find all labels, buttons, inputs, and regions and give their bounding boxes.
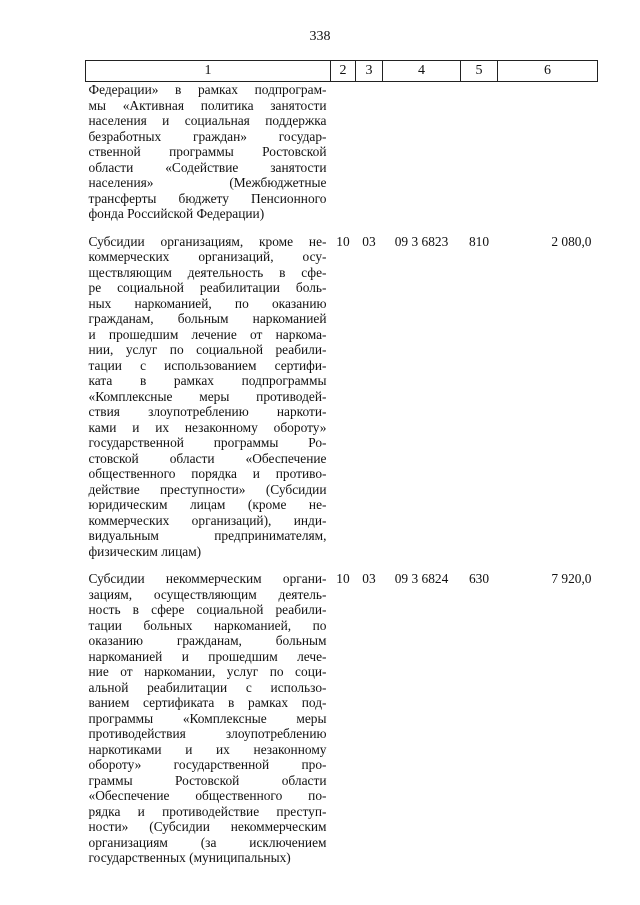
description-line: трансферты бюджету Пенсионного xyxy=(88,190,327,206)
row-description xyxy=(86,234,331,572)
description-line: тации больных наркоманией, по xyxy=(88,617,327,633)
description-line: области «Содействие занятости xyxy=(88,159,327,175)
table-body xyxy=(86,82,598,878)
description-line: граммы Ростовской области xyxy=(88,772,327,788)
description-line: юридическим лицам (кроме не- xyxy=(88,497,327,512)
description-line: государственных (муниципальных) xyxy=(88,850,291,865)
table-row xyxy=(86,82,598,234)
description-line: мы «Активная политика занятости xyxy=(88,97,327,113)
description-line: ние от наркомании, услуг по соци- xyxy=(88,664,327,679)
header-col-2: 2 xyxy=(331,61,356,82)
description-line: рядка и противодействие преступ- xyxy=(88,803,327,819)
description-line: обороту» государственной про- xyxy=(88,757,327,772)
row-target-article-code: 09 3 6823 xyxy=(394,233,449,249)
row-target-article-code xyxy=(383,82,461,234)
description-line: Субсидии организациям, кроме не- xyxy=(88,233,327,249)
header-col-3: 3 xyxy=(356,61,383,82)
description-line: альной реабилитации с использо- xyxy=(88,679,327,695)
table-row xyxy=(86,571,598,878)
row-subsection-code xyxy=(356,82,383,234)
description-line: гражданам, больным наркоманией xyxy=(88,311,327,326)
row-amount: 7 920,0 xyxy=(551,571,592,586)
description-line: ных наркоманией, по оказанию xyxy=(88,295,327,311)
page-number: 338 xyxy=(309,29,331,44)
description-line: коммерческих организаций, осу- xyxy=(88,249,327,264)
description-line: ствия злоупотреблению наркоти- xyxy=(88,404,327,419)
table-row xyxy=(86,234,598,572)
description-line: видуальным предпринимателям, xyxy=(88,528,327,543)
row-expense-type-code: 810 xyxy=(468,233,490,249)
row-subsection-code: 03 xyxy=(362,233,376,249)
header-col-1: 1 xyxy=(86,61,331,82)
description-line: ность в сфере социальной реабили- xyxy=(88,602,327,617)
description-line: ственной программы Ростовской xyxy=(88,144,327,159)
row-section-code: 10 xyxy=(336,233,350,249)
description-line: общественного порядка и противо- xyxy=(88,466,327,481)
row-section-code xyxy=(331,82,356,234)
header-col-5: 5 xyxy=(461,61,498,82)
header-col-4: 4 xyxy=(383,61,461,82)
description-line: оказанию гражданам, больным xyxy=(88,633,327,648)
description-line: программы «Комплексные меры xyxy=(88,710,327,726)
description-line: безработных граждан» государ- xyxy=(88,128,327,144)
table-header xyxy=(86,61,598,82)
description-line: населения» (Межбюджетные xyxy=(88,175,327,190)
description-line: нии, услуг по социальной реабили- xyxy=(88,342,327,357)
description-line: «Комплексные меры противодей- xyxy=(88,388,327,404)
row-subsection-code: 03 xyxy=(362,571,376,586)
description-line: ката в рамках подпрограммы xyxy=(88,373,327,388)
description-line: организациям (за исключением xyxy=(88,834,327,850)
row-description xyxy=(86,571,331,878)
description-line: противодействия злоупотреблению xyxy=(88,726,327,741)
row-target-article-code: 09 3 6824 xyxy=(394,571,449,586)
description-line: ществляющим деятельность в сфе- xyxy=(88,264,327,280)
row-section-code: 10 xyxy=(336,571,350,586)
description-line: действие преступности» (Субсидии xyxy=(88,481,327,497)
description-line: физическим лицам) xyxy=(88,543,202,559)
row-amount: 2 080,0 xyxy=(551,233,592,249)
description-line: фонда Российской Федерации) xyxy=(88,206,265,221)
description-line: коммерческих организаций), инди- xyxy=(88,512,327,528)
row-description xyxy=(86,82,331,234)
description-line: «Обеспечение общественного по- xyxy=(88,788,327,803)
row-expense-type-code xyxy=(461,82,498,234)
description-line: и прошедшим лечение от наркома- xyxy=(88,326,327,342)
description-line: ванием сертификата в рамках под- xyxy=(88,695,327,710)
row-amount xyxy=(498,82,598,234)
description-line: Федерации» в рамках подпрограм- xyxy=(88,82,327,97)
header-col-6: 6 xyxy=(498,61,598,82)
description-line: ками и их незаконному обороту» xyxy=(88,419,327,435)
row-expense-type-code: 630 xyxy=(468,571,490,586)
description-line: Субсидии некоммерческим органи- xyxy=(88,571,327,586)
description-line: тации с использованием сертифи- xyxy=(88,357,327,373)
description-line: населения и социальная поддержка xyxy=(88,113,327,128)
description-line: ности» (Субсидии некоммерческим xyxy=(88,819,327,834)
description-line: стовской области «Обеспечение xyxy=(88,450,327,466)
description-line: государственной программы Ро- xyxy=(88,435,327,450)
description-line: наркоманией и прошедшим лече- xyxy=(88,648,327,664)
header-row xyxy=(86,61,598,82)
description-line: наркотиками и их незаконному xyxy=(88,741,327,757)
budget-table xyxy=(85,60,598,878)
description-line: зациям, осуществляющим деятель- xyxy=(88,586,327,602)
description-line: ре социальной реабилитации боль- xyxy=(88,280,327,295)
